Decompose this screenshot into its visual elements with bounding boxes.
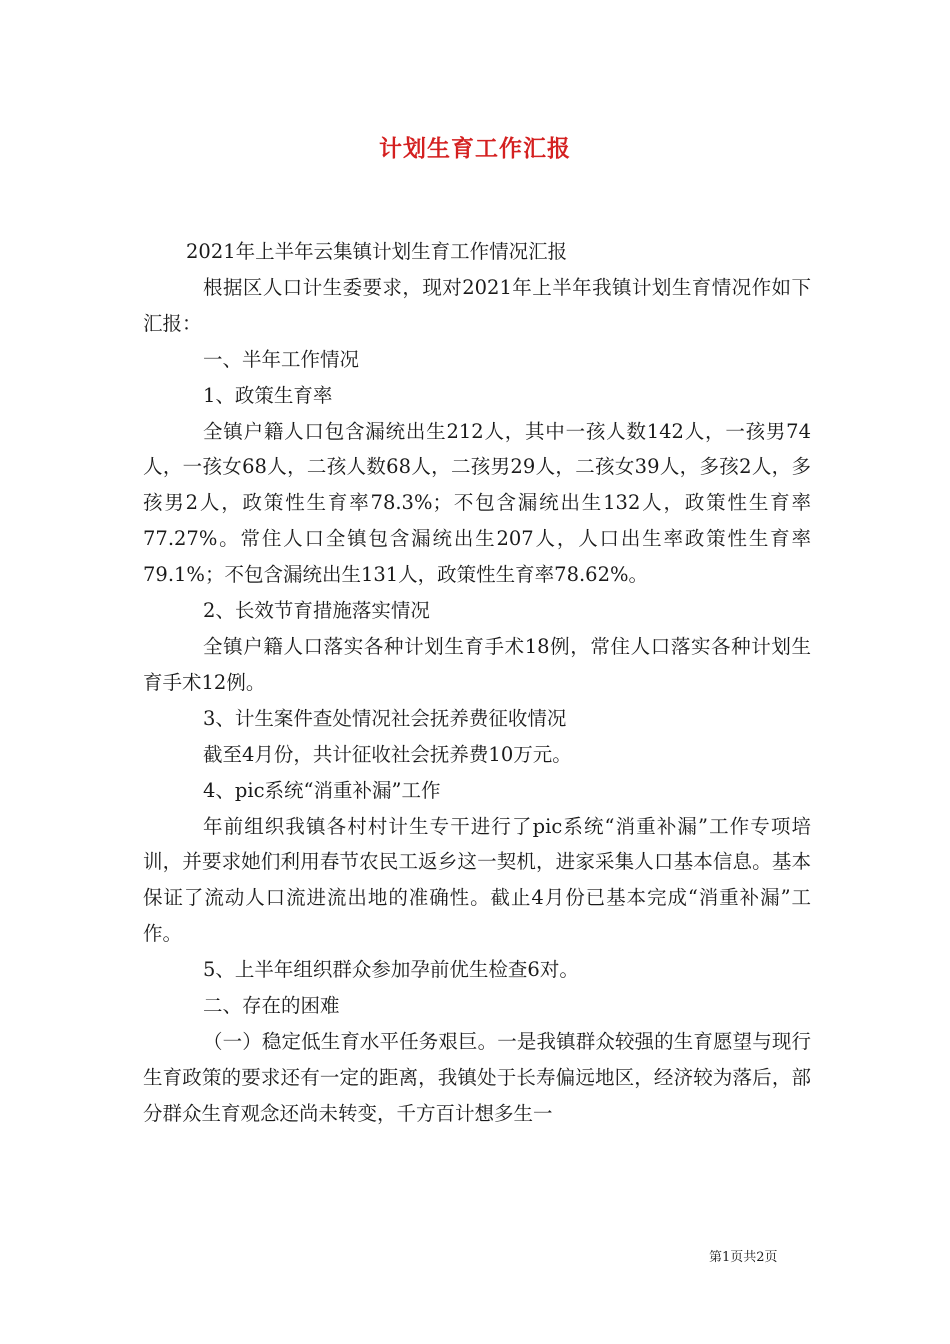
- body-paragraph: 截至4月份，共计征收社会抚养费10万元。: [203, 742, 572, 766]
- section-heading: 一、半年工作情况: [203, 347, 360, 371]
- body-paragraph: （一）稳定低生育水平任务艰巨。一是我镇群众较强的生育愿望与现行生育政策的要求还有一定的距离，我镇处于长寿偏远地区，经济较为落后，部分群众生育观念还尚未转变，千方百计想多生一: [143, 1029, 811, 1125]
- body-paragraph: 全镇户籍人口包含漏统出生212人，其中一孩人数142人，一孩男74人，一孩女68人，二孩人数68人，二孩男29人，二孩女39人，多孩2人，多孩男2人，政策性生育率78.3%；不包含漏统出生132人，政策性生育率77.27%。常住人口全镇包含漏统出生207人，人口出生率政策性生育率79.1%；不包含漏统出生131人，政策性生育率78.62%。: [143, 419, 811, 587]
- intro-paragraph: 根据区人口计生委要求，现对2021年上半年我镇计划生育情况作如下汇报：: [143, 275, 811, 335]
- document-body: [143, 234, 811, 1132]
- document-title: 计划生育工作汇报: [379, 135, 571, 162]
- page-number: 第1页共2页: [709, 1250, 778, 1265]
- subsection-heading: 1、政策生育率: [203, 383, 333, 407]
- subsection-heading: 5、上半年组织群众参加孕前优生检查6对。: [203, 958, 579, 982]
- subsection-heading: 2、长效节育措施落实情况: [203, 599, 430, 623]
- subsection-heading: 3、计生案件查处情况社会抚养费征收情况: [203, 706, 567, 730]
- page-footer: [709, 1248, 778, 1268]
- subsection-heading: 4、pic系统“消重补漏”工作: [203, 778, 441, 802]
- body-paragraph: 年前组织我镇各村村计生专干进行了pic系统“消重补漏”工作专项培训，并要求她们利用春节农民工返乡这一契机，进家采集人口基本信息。基本保证了流动人口流进流出地的准确性。截止4月份已基本完成“消重补漏”工作。: [143, 814, 811, 946]
- report-subtitle: 2021年上半年云集镇计划生育工作情况汇报: [186, 240, 568, 263]
- body-paragraph: 全镇户籍人口落实各种计划生育手术18例，常住人口落实各种计划生育手术12例。: [143, 634, 811, 694]
- section-heading: 二、存在的困难: [203, 994, 340, 1018]
